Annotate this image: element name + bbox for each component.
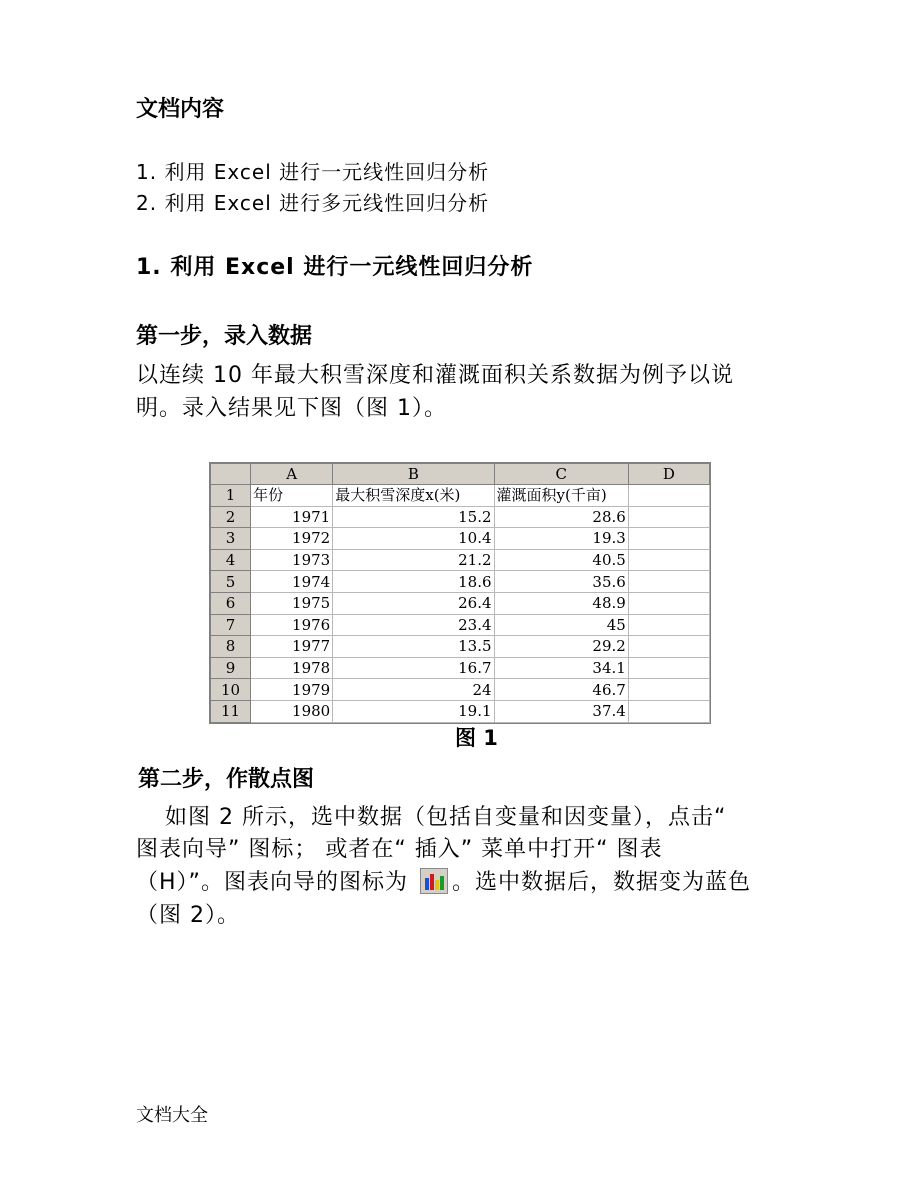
table-row <box>211 571 710 593</box>
cell[interactable]: 45 <box>494 614 628 636</box>
cell[interactable]: 34.1 <box>494 657 628 679</box>
column-header-a[interactable]: A <box>251 464 333 485</box>
figure1-caption: 图 1 <box>455 726 498 750</box>
cell[interactable]: 1976 <box>251 614 333 636</box>
cell[interactable]: 1972 <box>251 528 333 550</box>
row-header[interactable]: 9 <box>211 657 251 679</box>
table-row <box>211 636 710 658</box>
cell[interactable]: 1975 <box>251 592 333 614</box>
step2-line3 <box>136 866 751 899</box>
cell[interactable] <box>628 506 709 528</box>
table-row <box>211 700 710 722</box>
cell[interactable] <box>628 592 709 614</box>
row-header[interactable]: 4 <box>211 549 251 571</box>
select-all-corner[interactable] <box>211 464 251 485</box>
cell[interactable]: 29.2 <box>494 636 628 658</box>
toc-item-2: 2. 利用 Excel 进行多元线性回归分析 <box>136 191 490 215</box>
table-row <box>211 485 710 507</box>
cell[interactable] <box>628 528 709 550</box>
table-row <box>211 549 710 571</box>
cell[interactable] <box>628 657 709 679</box>
cell[interactable]: 16.7 <box>333 657 494 679</box>
row-header[interactable]: 2 <box>211 506 251 528</box>
row-header[interactable]: 7 <box>211 614 251 636</box>
column-header-c[interactable]: C <box>494 464 628 485</box>
row-header[interactable]: 1 <box>211 485 251 507</box>
cell[interactable]: 35.6 <box>494 571 628 593</box>
cell[interactable]: 1980 <box>251 700 333 722</box>
cell[interactable] <box>628 485 709 507</box>
footer-text: 文档大全 <box>136 1105 208 1126</box>
step2-line3-part1: （H）”。图表向导的图标为 <box>136 870 408 895</box>
cell[interactable]: 1973 <box>251 549 333 571</box>
page-heading: 文档内容 <box>136 97 225 122</box>
cell[interactable]: 18.6 <box>333 571 494 593</box>
cell[interactable]: 最大积雪深度x(米) <box>333 485 494 507</box>
cell[interactable] <box>628 549 709 571</box>
row-header[interactable]: 6 <box>211 592 251 614</box>
step2-line3-part2: 。选中数据后，数据变为蓝色 <box>451 870 751 895</box>
cell[interactable]: 10.4 <box>333 528 494 550</box>
cell[interactable]: 28.6 <box>494 506 628 528</box>
row-header[interactable]: 8 <box>211 636 251 658</box>
cell[interactable]: 年份 <box>251 485 333 507</box>
cell[interactable]: 13.5 <box>333 636 494 658</box>
cell[interactable]: 23.4 <box>333 614 494 636</box>
table-row <box>211 506 710 528</box>
cell[interactable]: 46.7 <box>494 679 628 701</box>
cell[interactable]: 24 <box>333 679 494 701</box>
cell[interactable]: 37.4 <box>494 700 628 722</box>
cell[interactable]: 48.9 <box>494 592 628 614</box>
row-header[interactable]: 5 <box>211 571 251 593</box>
column-header-row <box>211 464 710 485</box>
cell[interactable] <box>628 679 709 701</box>
step1-title: 第一步，录入数据 <box>136 324 313 349</box>
data-table <box>210 463 710 723</box>
table-row <box>211 614 710 636</box>
row-header[interactable]: 10 <box>211 679 251 701</box>
cell[interactable]: 1978 <box>251 657 333 679</box>
step1-line1: 以连续 10 年最大积雪深度和灌溉面积关系数据为例予以说 <box>136 363 734 388</box>
spreadsheet-figure <box>209 462 711 724</box>
table-row <box>211 657 710 679</box>
step2-line1: 如图 2 所示，选中数据（包括自变量和因变量），点击“ <box>165 805 727 830</box>
cell[interactable]: 15.2 <box>333 506 494 528</box>
column-header-d[interactable]: D <box>628 464 709 485</box>
cell[interactable] <box>628 636 709 658</box>
section1-title: 1. 利用 Excel 进行一元线性回归分析 <box>136 255 534 280</box>
cell[interactable]: 19.1 <box>333 700 494 722</box>
row-header[interactable]: 11 <box>211 700 251 722</box>
toc-item-1: 1. 利用 Excel 进行一元线性回归分析 <box>136 160 490 184</box>
step1-line2: 明。录入结果见下图（图 1）。 <box>136 396 447 421</box>
cell[interactable]: 26.4 <box>333 592 494 614</box>
cell[interactable]: 19.3 <box>494 528 628 550</box>
row-header[interactable]: 3 <box>211 528 251 550</box>
cell[interactable]: 21.2 <box>333 549 494 571</box>
cell[interactable]: 1974 <box>251 571 333 593</box>
cell[interactable]: 40.5 <box>494 549 628 571</box>
step2-line2: 图表向导” 图标； 或者在“ 插入” 菜单中打开“ 图表 <box>136 837 663 862</box>
cell[interactable] <box>628 614 709 636</box>
table-row <box>211 592 710 614</box>
column-header-b[interactable]: B <box>333 464 494 485</box>
cell[interactable]: 1979 <box>251 679 333 701</box>
cell[interactable] <box>628 571 709 593</box>
cell[interactable]: 1971 <box>251 506 333 528</box>
step2-line4: （图 2）。 <box>136 903 240 928</box>
cell[interactable] <box>628 700 709 722</box>
table-row <box>211 679 710 701</box>
chart-wizard-icon <box>420 868 448 894</box>
cell[interactable]: 灌溉面积y(千亩) <box>494 485 628 507</box>
cell[interactable]: 1977 <box>251 636 333 658</box>
table-row <box>211 528 710 550</box>
step2-title: 第二步，作散点图 <box>138 767 315 792</box>
